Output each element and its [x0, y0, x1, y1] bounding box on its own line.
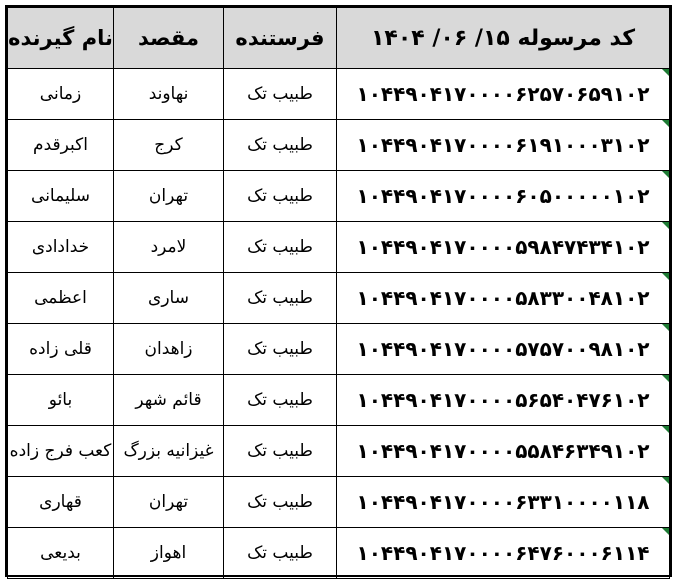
cell-sender[interactable]: طبیب تک: [224, 69, 337, 120]
tracking-code: ۱۰۴۴۹۰۴۱۷۰۰۰۰۵۹۸۴۷۴۳۴۱۰۲: [356, 235, 650, 259]
header-destination[interactable]: مقصد: [114, 8, 224, 69]
table-row: [8, 120, 670, 171]
tracking-code: ۱۰۴۴۹۰۴۱۷۰۰۰۰۵۸۳۳۰۰۴۸۱۰۲: [356, 286, 650, 310]
tracking-code: ۱۰۴۴۹۰۴۱۷۰۰۰۰۶۳۳۱۰۰۰۰۱۱۸: [356, 490, 650, 514]
cell-sender[interactable]: طبیب تک: [224, 273, 337, 324]
cell-destination[interactable]: زاهدان: [114, 324, 224, 375]
cell-sender[interactable]: طبیب تک: [224, 426, 337, 477]
cell-sender[interactable]: طبیب تک: [224, 120, 337, 171]
cell-sender[interactable]: طبیب تک: [224, 375, 337, 426]
cell-receiver[interactable]: قلی زاده: [8, 324, 114, 375]
table-row: [8, 375, 670, 426]
tracking-code: ۱۰۴۴۹۰۴۱۷۰۰۰۰۶۰۵۰۰۰۰۰۱۰۲: [356, 184, 650, 208]
cell-marker-icon: [662, 171, 669, 178]
shipment-table: [7, 7, 670, 579]
cell-code[interactable]: [337, 222, 670, 273]
cell-marker-icon: [662, 120, 669, 127]
cell-receiver[interactable]: سلیمانی: [8, 171, 114, 222]
cell-marker-icon: [662, 375, 669, 382]
header-row: [8, 8, 670, 69]
cell-sender[interactable]: طبیب تک: [224, 528, 337, 579]
cell-sender[interactable]: طبیب تک: [224, 324, 337, 375]
cell-marker-icon: [662, 324, 669, 331]
tracking-code: ۱۰۴۴۹۰۴۱۷۰۰۰۰۶۲۵۷۰۶۵۹۱۰۲: [356, 82, 650, 106]
header-sender[interactable]: فرستنده: [224, 8, 337, 69]
cell-marker-icon: [662, 69, 669, 76]
cell-receiver[interactable]: بدیعی: [8, 528, 114, 579]
table-row: [8, 324, 670, 375]
cell-destination[interactable]: تهران: [114, 171, 224, 222]
cell-code[interactable]: [337, 375, 670, 426]
tracking-code: ۱۰۴۴۹۰۴۱۷۰۰۰۰۵۷۵۷۰۰۹۸۱۰۲: [356, 337, 650, 361]
cell-destination[interactable]: غیزانیه بزرگ: [114, 426, 224, 477]
cell-receiver[interactable]: قهاری: [8, 477, 114, 528]
table-row: [8, 273, 670, 324]
cell-marker-icon: [662, 222, 669, 229]
cell-destination[interactable]: لامرد: [114, 222, 224, 273]
shipment-table-sheet: [5, 5, 672, 577]
cell-code[interactable]: [337, 426, 670, 477]
cell-receiver[interactable]: اکبرقدم: [8, 120, 114, 171]
tracking-code: ۱۰۴۴۹۰۴۱۷۰۰۰۰۵۶۵۴۰۴۷۶۱۰۲: [356, 388, 650, 412]
table-row: [8, 477, 670, 528]
cell-receiver[interactable]: بائو: [8, 375, 114, 426]
table-row: [8, 426, 670, 477]
cell-destination[interactable]: ساری: [114, 273, 224, 324]
cell-marker-icon: [662, 273, 669, 280]
table-body: [8, 69, 670, 579]
cell-code[interactable]: [337, 324, 670, 375]
cell-sender[interactable]: طبیب تک: [224, 222, 337, 273]
cell-destination[interactable]: نهاوند: [114, 69, 224, 120]
cell-marker-icon: [662, 528, 669, 535]
table-header: [8, 8, 670, 69]
cell-receiver[interactable]: خدادادی: [8, 222, 114, 273]
table-row: [8, 171, 670, 222]
cell-marker-icon: [662, 477, 669, 484]
table-row: [8, 222, 670, 273]
cell-receiver[interactable]: زمانی: [8, 69, 114, 120]
cell-code[interactable]: [337, 477, 670, 528]
cell-receiver[interactable]: کعب فرج زاده: [8, 426, 114, 477]
cell-marker-icon: [662, 426, 669, 433]
cell-code[interactable]: [337, 171, 670, 222]
tracking-code: ۱۰۴۴۹۰۴۱۷۰۰۰۰۶۴۷۶۰۰۰۶۱۱۴: [356, 541, 650, 565]
cell-destination[interactable]: تهران: [114, 477, 224, 528]
cell-code[interactable]: [337, 528, 670, 579]
table-row: [8, 528, 670, 579]
header-receiver[interactable]: نام گیرنده: [8, 8, 114, 69]
cell-destination[interactable]: کرج: [114, 120, 224, 171]
cell-receiver[interactable]: اعظمی: [8, 273, 114, 324]
cell-code[interactable]: [337, 120, 670, 171]
tracking-code: ۱۰۴۴۹۰۴۱۷۰۰۰۰۶۱۹۱۰۰۰۳۱۰۲: [356, 133, 650, 157]
cell-sender[interactable]: طبیب تک: [224, 477, 337, 528]
cell-code[interactable]: [337, 273, 670, 324]
header-code[interactable]: کد مرسوله ۱۵/ ۰۶/ ۱۴۰۴: [337, 8, 670, 69]
cell-destination[interactable]: قائم شهر: [114, 375, 224, 426]
cell-code[interactable]: [337, 69, 670, 120]
tracking-code: ۱۰۴۴۹۰۴۱۷۰۰۰۰۵۵۸۴۶۳۴۹۱۰۲: [356, 439, 650, 463]
cell-sender[interactable]: طبیب تک: [224, 171, 337, 222]
table-row: [8, 69, 670, 120]
cell-destination[interactable]: اهواز: [114, 528, 224, 579]
